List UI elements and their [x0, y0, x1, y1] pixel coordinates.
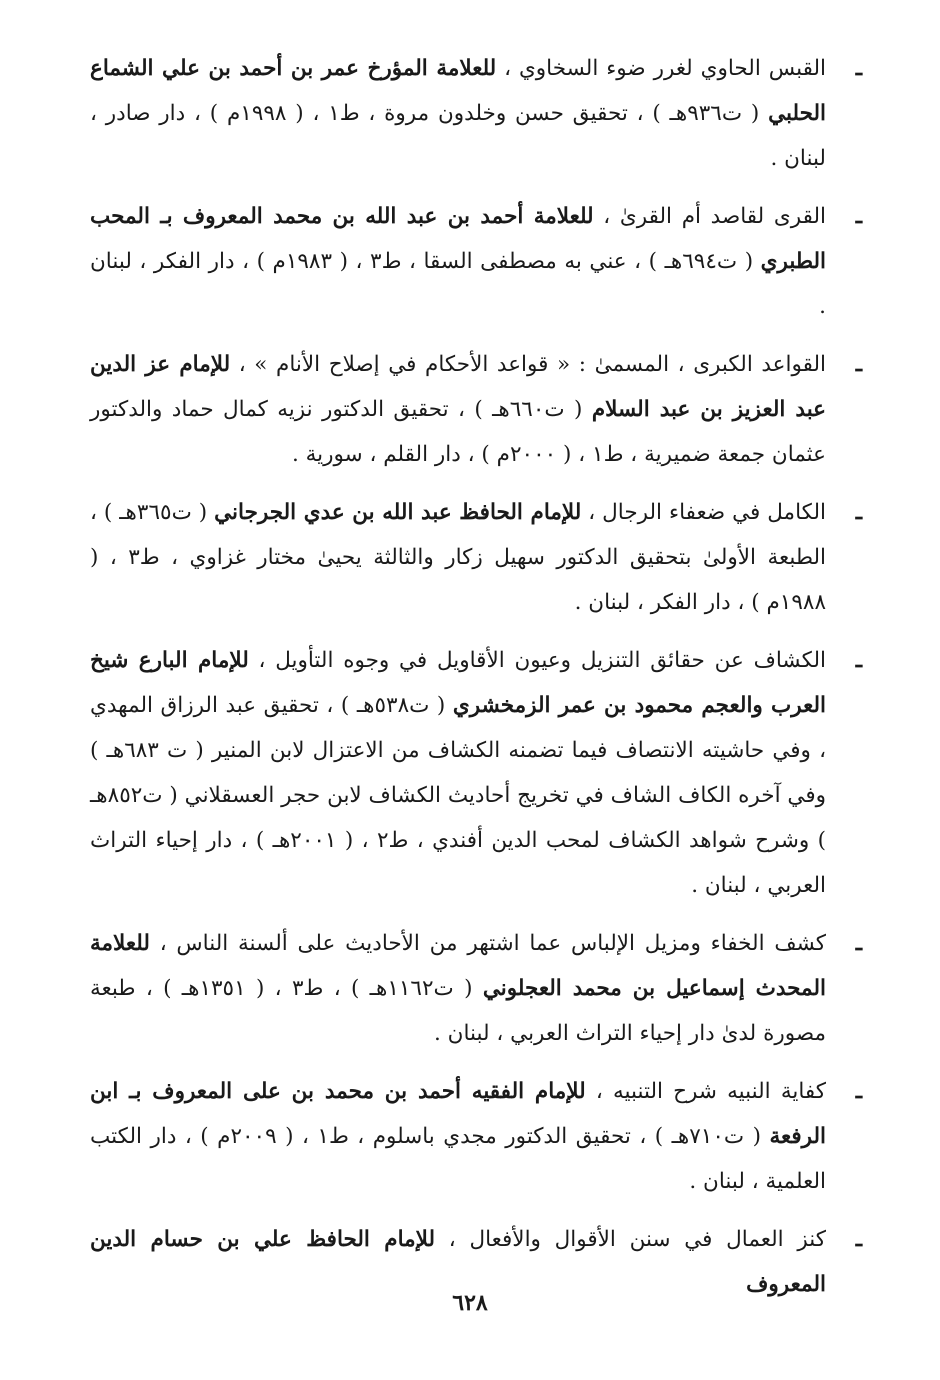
entry-title: كفاية النبيه شرح التنبيه ،: [585, 1079, 826, 1104]
bibliography-entry: [90, 490, 862, 625]
entry-author: للإمام الحافظ علي بن حسام الدين المعروف: [90, 1227, 826, 1297]
bibliography-entry: [90, 46, 862, 181]
entry-title: القبس الحاوي لغرر ضوء السخاوي ،: [496, 56, 826, 81]
entry-title: كنز العمال في سنن الأقوال والأفعال ،: [435, 1227, 826, 1252]
entry-details: ( ت٩٣٦هـ ) ، تحقيق حسن وخلدون مروة ، ط١ ، ( ١٩٩٨م ) ، دار صادر ، لبنان .: [90, 101, 826, 171]
bibliography-entry: [90, 194, 862, 329]
entry-author: للإمام البارع شيخ العرب والعجم محمود بن عمر الزمخشري: [90, 648, 827, 718]
entry-title: الكامل في ضعفاء الرجال ،: [581, 500, 827, 525]
entry-dash: ـ: [855, 204, 862, 229]
entry-text: [90, 490, 862, 625]
page-number: ٦٢٨: [452, 1290, 488, 1316]
bibliography-entry: [90, 638, 862, 908]
bibliography-page: [90, 46, 862, 1320]
entry-dash: ـ: [855, 1227, 862, 1252]
entry-author: للإمام الحافظ عبد الله بن عدي الجرجاني: [214, 500, 582, 525]
bibliography-entry: [90, 342, 862, 477]
entry-details: ( ت١١٦٢هـ ) ، ط٣ ، ( ١٣٥١هـ ) ، طبعة مصورة لدىٰ دار إحياء التراث العربي ، لبنان .: [90, 976, 826, 1046]
entry-text: [90, 342, 862, 477]
entry-details: ( ت٣٦٥هـ ) ، الطبعة الأولىٰ بتحقيق الدكتور سهيل زكار والثالثة يحيىٰ مختار غزاوي ، ط٣ ، ( ١٩٨٨م ) ، دار الفكر ، لبنان .: [90, 500, 827, 615]
entry-text: [90, 638, 862, 908]
entry-author: للعلامة المحدث إسماعيل بن محمد العجلوني: [90, 931, 826, 1001]
entry-details: ( ت٦٩٤هـ ) ، عني به مصطفى السقا ، ط٣ ، ( ١٩٨٣م ) ، دار الفكر ، لبنان .: [90, 249, 826, 319]
entry-title: الكشاف عن حقائق التنزيل وعيون الأقاويل في وجوه التأويل ،: [248, 648, 826, 673]
entry-dash: ـ: [855, 648, 862, 673]
entry-dash: ـ: [855, 352, 862, 377]
entry-title: القرى لقاصد أم القرىٰ ،: [593, 204, 826, 229]
entry-details: ( ت٦٦٠هـ ) ، تحقيق الدكتور نزيه كمال حماد والدكتور عثمان جمعة ضميرية ، ط١ ، ( ٢٠٠٠م ) ، دار القلم ، سورية .: [90, 397, 826, 467]
entry-text: [90, 194, 862, 329]
entry-author: للإمام الفقيه أحمد بن محمد بن على المعروف بـ ابن الرفعة: [90, 1079, 827, 1149]
entry-text: [90, 921, 862, 1056]
entry-dash: ـ: [855, 931, 862, 956]
entry-dash: ـ: [855, 500, 862, 525]
entry-dash: ـ: [855, 56, 862, 81]
entry-author: للعلامة المؤرخ عمر بن أحمد بن علي الشماع الحلبي: [90, 56, 827, 126]
entry-title: القواعد الكبرى ، المسمىٰ : « قواعد الأحكام في إصلاح الأنام » ،: [230, 352, 826, 377]
entry-author: للعلامة أحمد بن عبد الله بن محمد المعروف بـ المحب الطبري: [90, 204, 826, 274]
entry-author: للإمام عز الدين عبد العزيز بن عبد السلام: [90, 352, 827, 422]
entry-title: كشف الخفاء ومزيل الإلباس عما اشتهر من الأحاديث على ألسنة الناس ،: [149, 931, 826, 956]
entry-text: [90, 46, 862, 181]
bibliography-entry: [90, 1069, 862, 1204]
entry-text: [90, 1069, 862, 1204]
entry-details: ( ت٧١٠هـ ) ، تحقيق الدكتور مجدي باسلوم ، ط١ ، ( ٢٠٠٩م ) ، دار الكتب العلمية ، لبنان .: [90, 1124, 826, 1194]
entry-details: ( ت٥٣٨هـ ) ، تحقيق عبد الرزاق المهدي ، وفي حاشيته الانتصاف فيما تضمنه الكشاف من الاعتزال لابن المنير ( ت ٦٨٣هـ ) وفي آخره الكاف الشاف في تخريج أحاديث الكشاف لابن حجر العسقلاني ( ت٨٥٢هـ ) وشرح شواهد الكشاف لمحب الدين أفندي ، ط٢ ، ( ٢٠٠١هـ ) ، دار إحياء التراث العربي ، لبنان .: [90, 693, 827, 898]
bibliography-entry: [90, 921, 862, 1056]
entry-dash: ـ: [855, 1079, 862, 1104]
